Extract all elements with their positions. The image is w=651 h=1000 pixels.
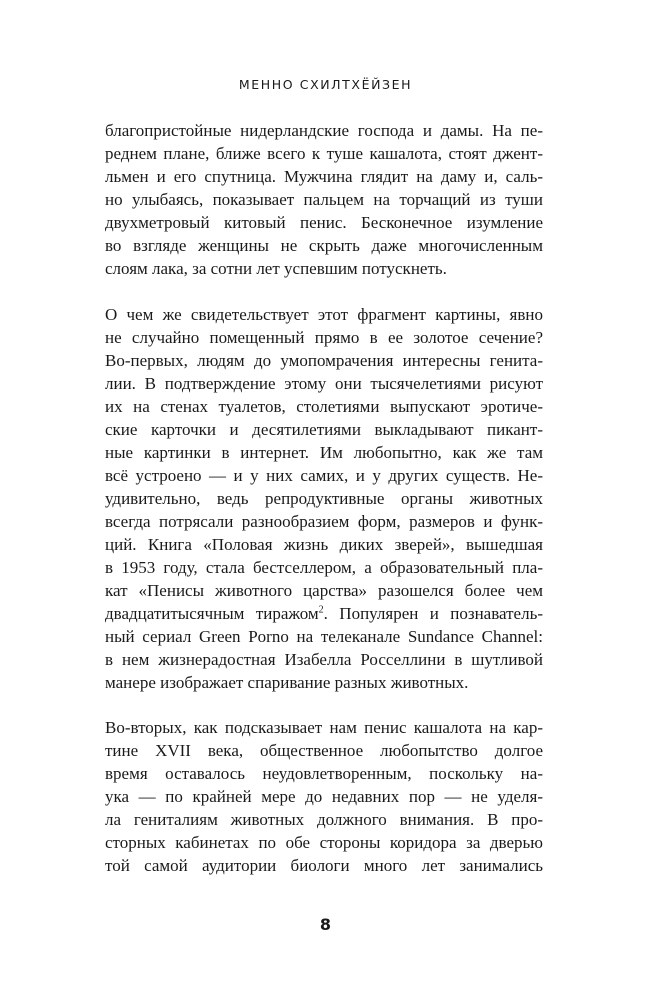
footnote-marker[interactable]: 2 — [318, 604, 324, 616]
text-line: в нем жизнерадостная Изабелла Росселлини в шутливой — [105, 650, 543, 669]
paragraph — [105, 716, 543, 877]
text-line: слоям лака, за сотни лет успевшим потускнеть. — [105, 259, 447, 278]
running-head: МЕННО СХИЛТХЁЙЗЕН — [238, 77, 413, 92]
text-line: удивительно, ведь репродуктивные органы животных — [105, 489, 543, 508]
paragraph — [105, 119, 543, 280]
text-line: время оставалось неудовлетворенным, поскольку на- — [105, 764, 543, 783]
text-line: ные картинки в интернет. Им любопытно, как же там — [105, 443, 543, 462]
text-line: ций. Книга «Половая жизнь диких зверей», вышедшая — [105, 535, 543, 554]
text-line: ука — по крайней мере до недавних пор — не уделя- — [105, 787, 543, 806]
text-line: сторных кабинетах по обе стороны коридора за дверью — [105, 833, 543, 852]
text-line: Во-вторых, как подсказывает нам пенис кашалота на кар- — [105, 718, 543, 737]
page-number: 8 — [319, 915, 332, 934]
text-line: манере изображает спаривание разных животных. — [105, 673, 469, 692]
text-line: О чем же свидетельствует этот фрагмент картины, явно — [105, 305, 543, 324]
text-line: их на стенах туалетов, столетиями выпускают эротиче- — [105, 397, 543, 416]
text-line: но улыбаясь, показывает пальцем на торчащий из туши — [105, 190, 543, 209]
text-line: во взгляде женщины не скрыть даже многочисленным — [105, 236, 543, 255]
text-line: ный сериал Green Porno на телеканале Sundance Channel: — [105, 627, 543, 646]
text-fragment: двадцатитысячным тиражом — [105, 604, 319, 623]
text-line: всё устроено — и у них самих, и у других существ. Не- — [105, 466, 543, 485]
text-line: тине XVII века, общественное любопытство долгое — [105, 741, 543, 760]
text-line: лии. В подтверждение этому они тысячелетиями рисуют — [105, 374, 543, 393]
text-line: кат «Пенисы животного царства» разошелся более чем — [105, 581, 543, 600]
text-line: в 1953 году, стала бестселлером, а образовательный пла- — [105, 558, 543, 577]
text-line: благопристойные нидерландские господа и дамы. На пе- — [105, 121, 543, 140]
text-line: всегда потрясали разнообразием форм, размеров и функ- — [105, 512, 543, 531]
text-line: реднем плане, ближе всего к туше кашалота, стоят джент- — [105, 144, 543, 163]
text-line: не случайно помещенный прямо в ее золотое сечение? — [105, 328, 543, 347]
text-fragment: . Популярен и познаватель- — [323, 604, 543, 623]
text-line: ские карточки и десятилетиями выкладывают пикант- — [105, 420, 543, 439]
text-line: двухметровый китовый пенис. Бесконечное изумление — [105, 213, 543, 232]
text-line: той самой аудитории биологи много лет занимались — [105, 856, 543, 875]
paragraph — [105, 303, 543, 694]
text-line: льмен и его спутница. Мужчина глядит на даму и, саль- — [105, 167, 543, 186]
text-line-with-footnote — [105, 602, 543, 625]
text-line: ла гениталиям животных должного внимания. В про- — [105, 810, 543, 829]
text-line: Во-первых, людям до умопомрачения интересны генита- — [105, 351, 543, 370]
